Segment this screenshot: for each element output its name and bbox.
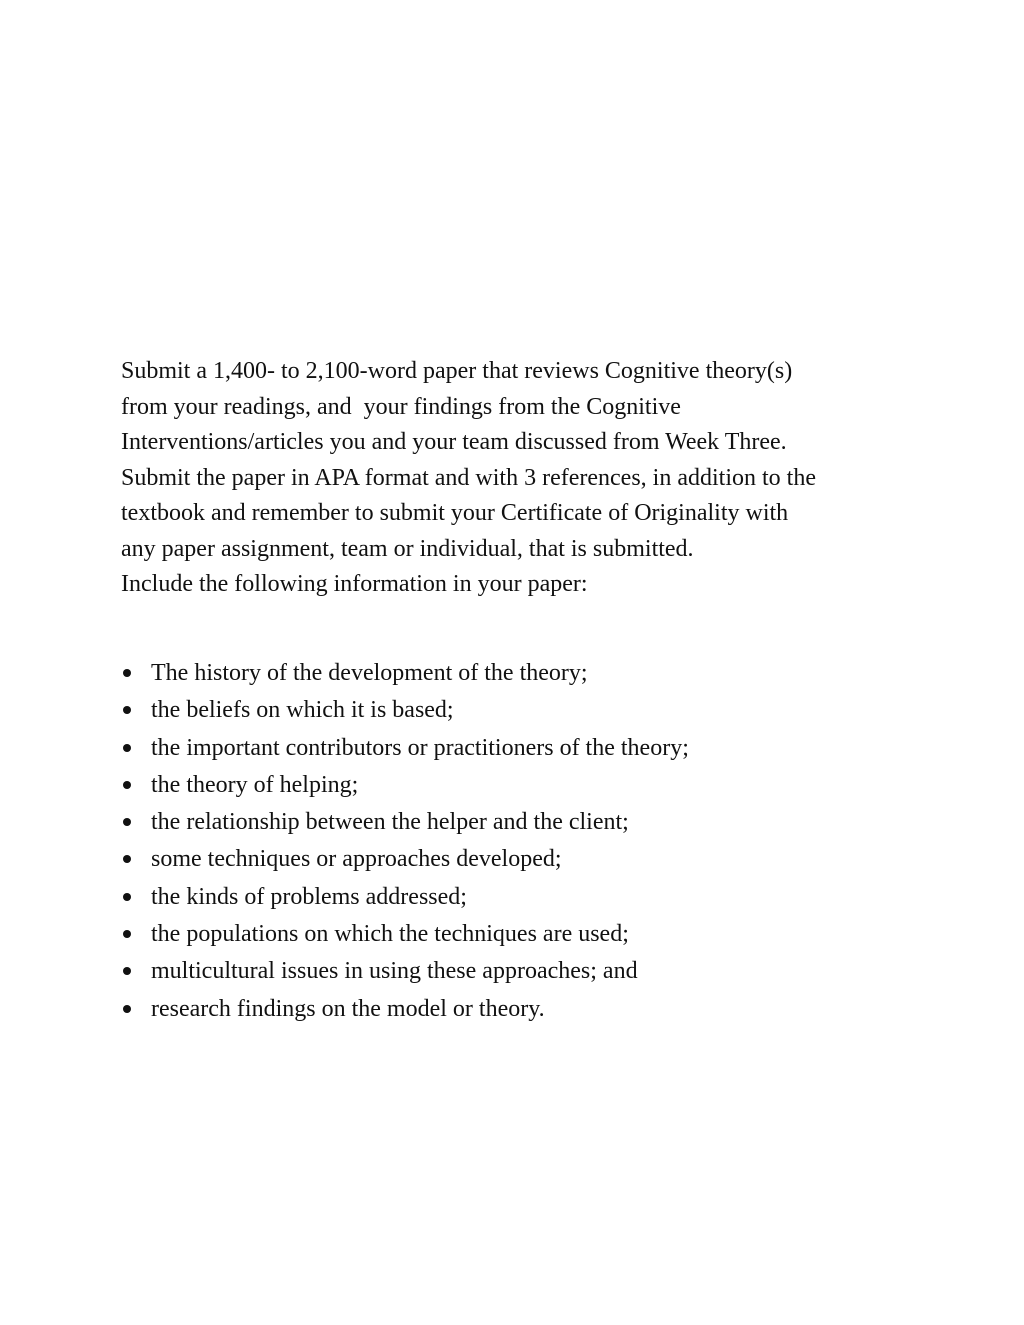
instruction-line: textbook and remember to submit your Certificate of Originality with <box>121 500 789 526</box>
list-item-text: research findings on the model or theory. <box>151 995 545 1022</box>
list-item-text: the theory of helping; <box>151 771 359 798</box>
list-item <box>121 879 689 916</box>
instruction-line: Include the following information in your paper: <box>121 571 588 597</box>
list-item-text: the populations on which the techniques are used; <box>151 921 629 948</box>
bullet-icon <box>123 744 131 752</box>
list-item-text: the relationship between the helper and the client; <box>151 809 629 836</box>
list-item <box>121 991 689 1028</box>
list-item-text: the kinds of problems addressed; <box>151 883 467 910</box>
bullet-icon <box>123 855 131 863</box>
bullet-icon <box>123 967 131 975</box>
instruction-line: any paper assignment, team or individual, that is submitted. <box>121 535 694 562</box>
instruction-line: Submit a 1,400- to 2,100-word paper that reviews Cognitive theory(s) <box>121 358 793 384</box>
list-item-text: multicultural issues in using these approaches; and <box>151 958 638 985</box>
assignment-instructions <box>121 354 921 603</box>
list-item-text: some techniques or approaches developed; <box>151 846 562 873</box>
list-item <box>121 767 689 804</box>
list-item-text: The history of the development of the theory; <box>151 660 588 686</box>
list-item-text: the beliefs on which it is based; <box>151 697 454 724</box>
list-item <box>121 916 689 953</box>
list-item <box>121 841 689 878</box>
instruction-line: Submit the paper in APA format and with 3 references, in addition to the <box>121 464 816 491</box>
list-item <box>121 804 689 841</box>
bullet-icon <box>123 706 131 714</box>
bullet-icon <box>123 818 131 826</box>
bullet-icon <box>123 893 131 901</box>
instruction-line: from your readings, and your findings from the Cognitive <box>121 393 681 420</box>
list-item <box>121 692 689 729</box>
bullet-icon <box>123 1005 131 1013</box>
list-item <box>121 655 689 692</box>
bullet-icon <box>123 930 131 938</box>
list-item-text: the important contributors or practitioners of the theory; <box>151 734 689 761</box>
requirements-list <box>121 655 689 1028</box>
bullet-icon <box>123 669 131 677</box>
list-item <box>121 953 689 990</box>
list-item <box>121 730 689 767</box>
instruction-line: Interventions/articles you and your team discussed from Week Three. <box>121 429 787 455</box>
bullet-icon <box>123 781 131 789</box>
